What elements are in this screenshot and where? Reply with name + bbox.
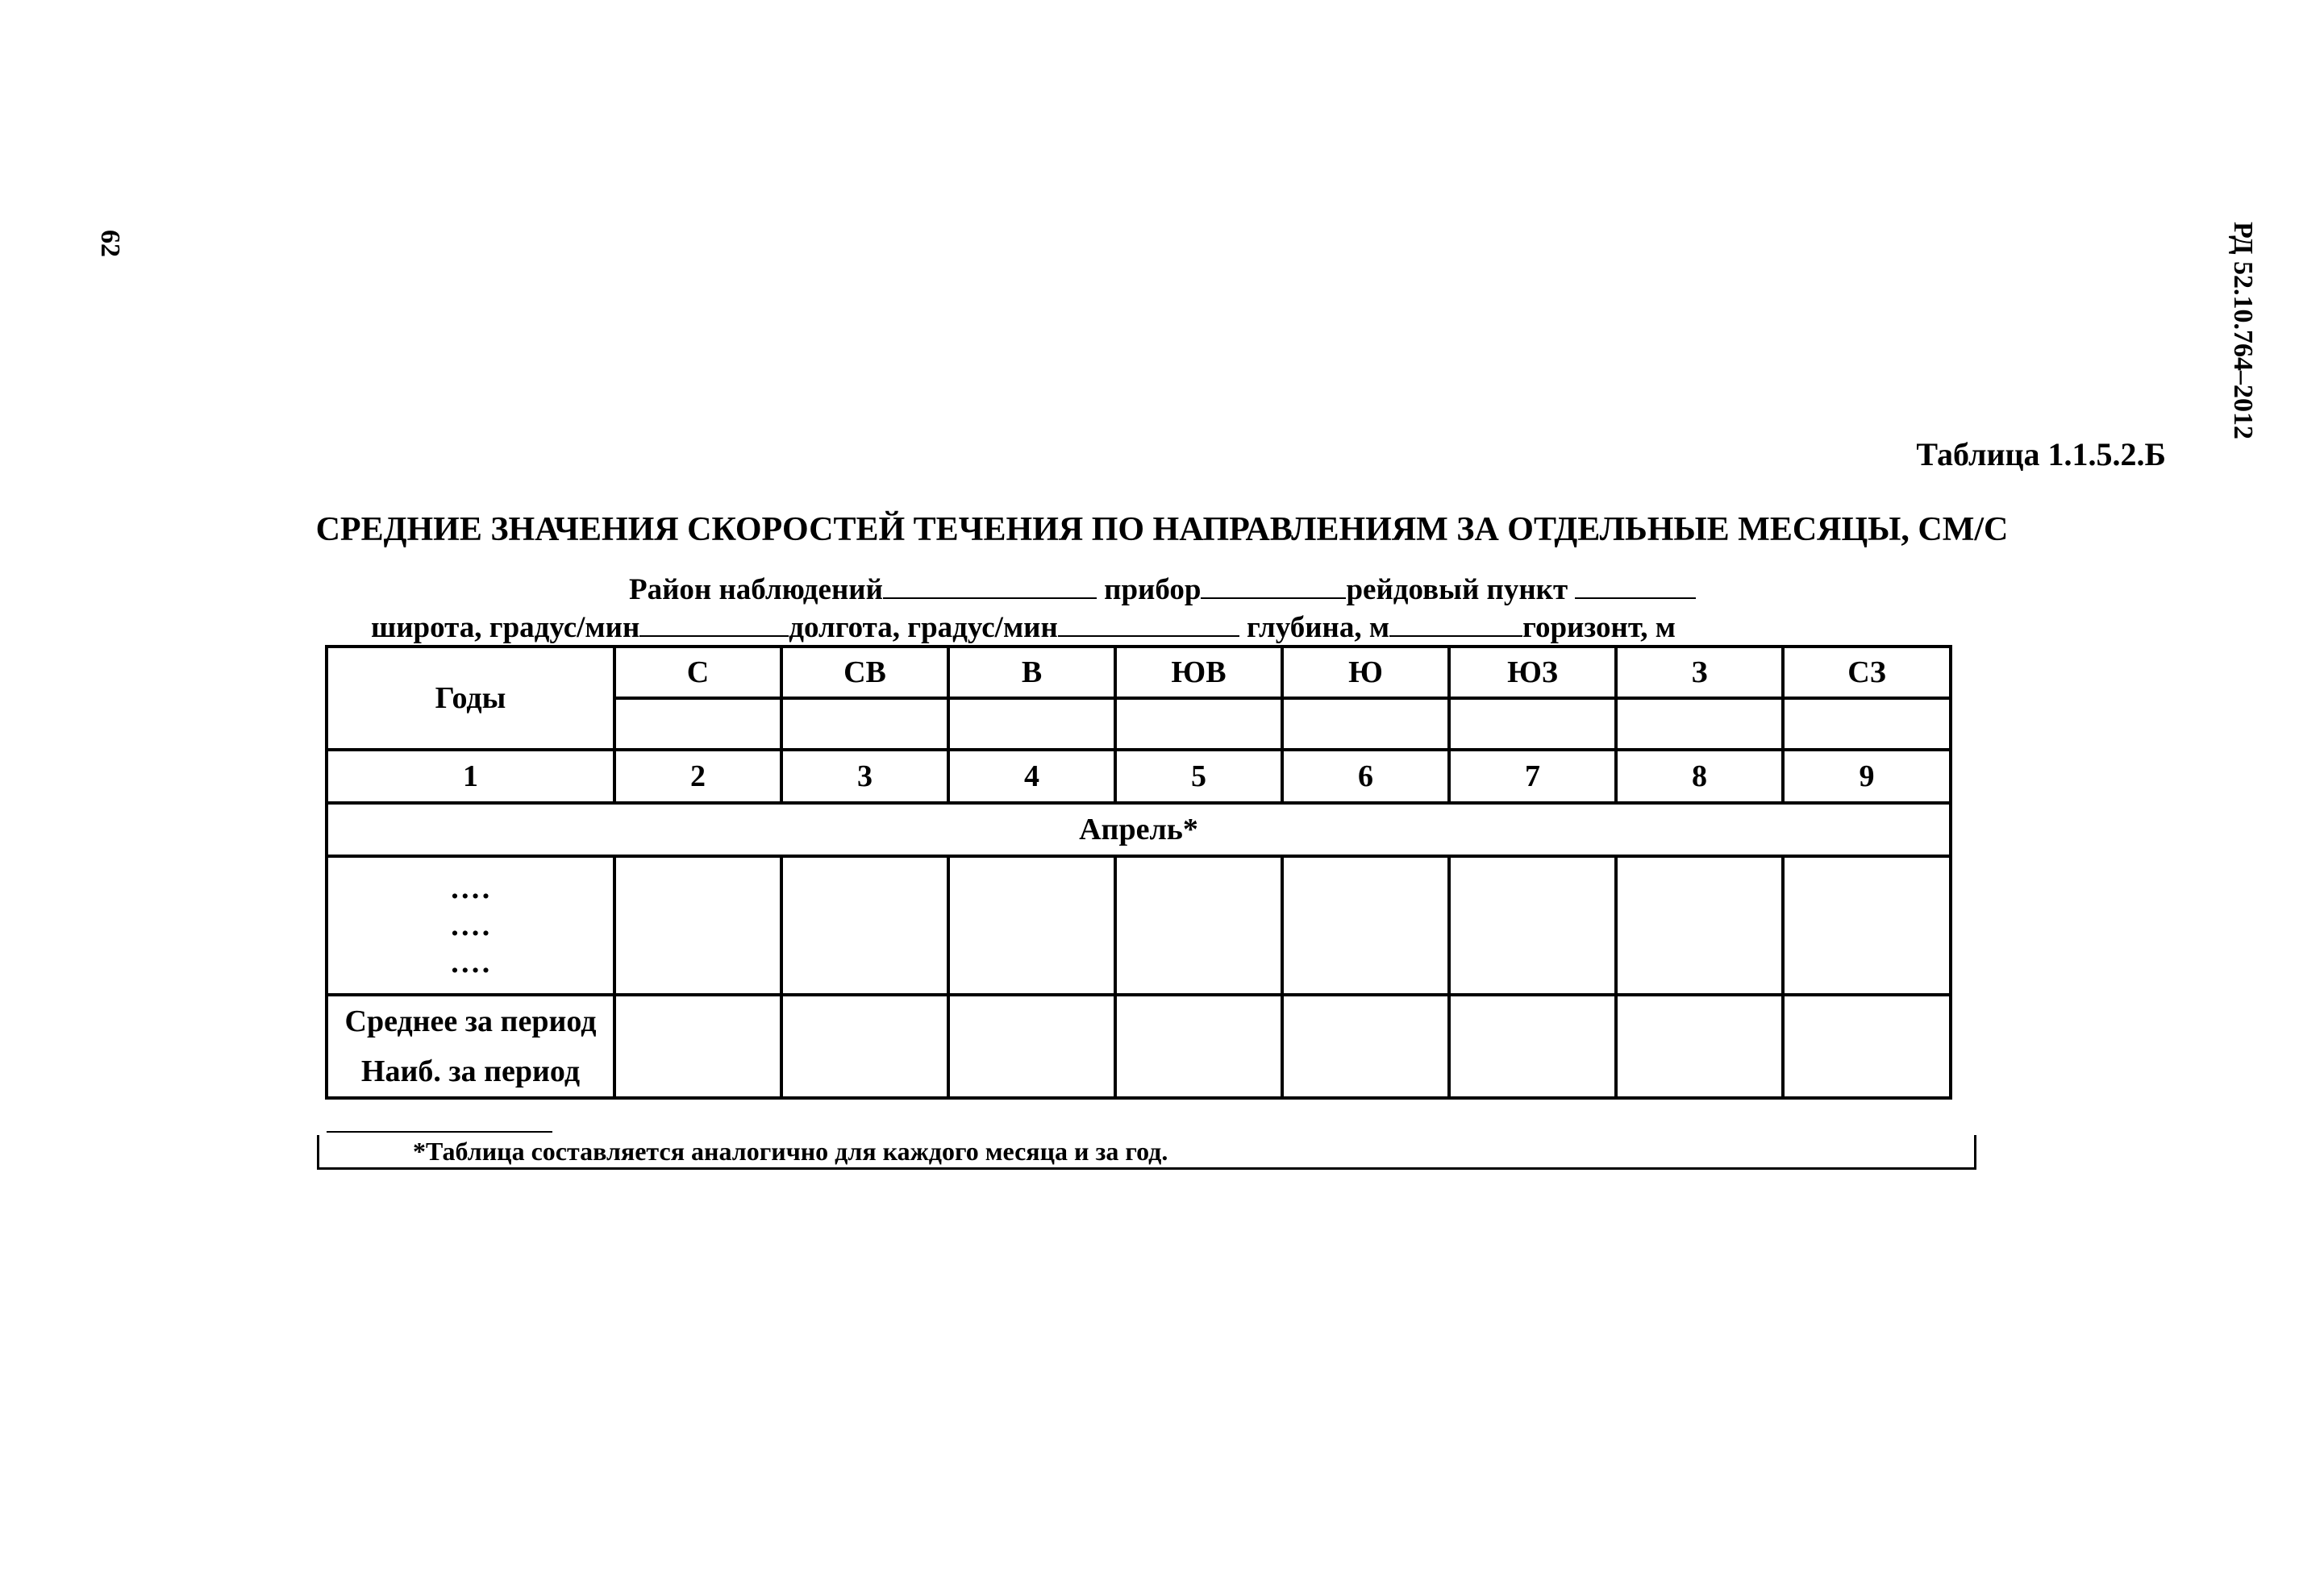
- region-label: Район наблюдений: [629, 573, 883, 606]
- region-field[interactable]: [883, 573, 1097, 599]
- direction-header-s: Ю: [1282, 647, 1449, 698]
- latitude-label: широта, градус/мин: [371, 611, 640, 644]
- document-code: РД 52.10.764–2012: [2228, 222, 2258, 440]
- horizon-label: горизонт, м: [1522, 611, 1676, 644]
- ellipsis-line: ….: [449, 946, 492, 979]
- direction-header-nw: СЗ: [1783, 647, 1951, 698]
- summary-cell[interactable]: [614, 995, 781, 1098]
- direction-header-e: В: [948, 647, 1115, 698]
- years-data-row: [327, 856, 1951, 995]
- form-fields-line-2: [371, 610, 1676, 645]
- footnote-divider: [327, 1131, 552, 1133]
- direction-header-n: С: [614, 647, 781, 698]
- data-table: [325, 645, 1952, 1100]
- summary-cell[interactable]: [1616, 995, 1783, 1098]
- subheader-cell[interactable]: [1783, 698, 1951, 750]
- column-number: 6: [1282, 750, 1449, 803]
- data-cell[interactable]: [948, 856, 1115, 995]
- direction-header-sw: ЮЗ: [1449, 647, 1616, 698]
- depth-label: глубина, м: [1247, 611, 1390, 644]
- table-number: Таблица 1.1.5.2.Б: [1916, 436, 2166, 472]
- data-cell[interactable]: [781, 856, 948, 995]
- data-cell[interactable]: [1449, 856, 1616, 995]
- column-number: 2: [614, 750, 781, 803]
- column-number: 8: [1616, 750, 1783, 803]
- summary-row: [327, 995, 1951, 1098]
- subheader-cell[interactable]: [614, 698, 781, 750]
- table-title: СРЕДНИЕ ЗНАЧЕНИЯ СКОРОСТЕЙ ТЕЧЕНИЯ ПО НАПРАВЛЕНИЯМ ЗА ОТДЕЛЬНЫЕ МЕСЯЦЫ, СМ/С: [315, 511, 2009, 548]
- years-header: Годы: [327, 647, 614, 750]
- ellipsis-line: ….: [449, 871, 492, 905]
- data-cell[interactable]: [1783, 856, 1951, 995]
- column-number: 1: [327, 750, 614, 803]
- month-row: [327, 803, 1951, 856]
- month-label: Апрель*: [327, 803, 1951, 856]
- mean-label: Среднее за период: [344, 1004, 597, 1038]
- subheader-cell[interactable]: [948, 698, 1115, 750]
- summary-cell[interactable]: [1449, 995, 1616, 1098]
- subheader-cell[interactable]: [1282, 698, 1449, 750]
- data-cell[interactable]: [614, 856, 781, 995]
- column-number-row: [327, 750, 1951, 803]
- column-number: 9: [1783, 750, 1951, 803]
- column-number: 3: [781, 750, 948, 803]
- direction-header-row: [327, 647, 1951, 698]
- footnote: *Таблица составляется аналогично для каждого месяца и за год.: [413, 1137, 1168, 1166]
- station-field[interactable]: [1575, 573, 1696, 599]
- column-number: 4: [948, 750, 1115, 803]
- latitude-field[interactable]: [639, 611, 789, 637]
- column-number: 5: [1115, 750, 1282, 803]
- depth-field[interactable]: [1389, 611, 1522, 637]
- subheader-cell[interactable]: [1449, 698, 1616, 750]
- longitude-label: долгота, градус/мин: [789, 611, 1058, 644]
- form-fields-line-1: [629, 572, 1696, 607]
- summary-cell[interactable]: [1282, 995, 1449, 1098]
- data-cell[interactable]: [1616, 856, 1783, 995]
- summary-cell[interactable]: [781, 995, 948, 1098]
- longitude-field[interactable]: [1058, 611, 1239, 637]
- instrument-label: прибор: [1104, 573, 1202, 606]
- max-label: Наиб. за период: [360, 1054, 581, 1088]
- summary-labels: [327, 995, 614, 1098]
- direction-header-w: З: [1616, 647, 1783, 698]
- station-label: рейдовый пункт: [1346, 573, 1568, 606]
- direction-header-ne: СВ: [781, 647, 948, 698]
- subheader-cell[interactable]: [781, 698, 948, 750]
- ellipsis-line: ….: [449, 909, 492, 942]
- years-placeholder: [327, 856, 614, 995]
- subheader-cell[interactable]: [1616, 698, 1783, 750]
- data-cell[interactable]: [1282, 856, 1449, 995]
- page-number: 62: [95, 230, 125, 257]
- summary-cell[interactable]: [1115, 995, 1282, 1098]
- subheader-cell[interactable]: [1115, 698, 1282, 750]
- summary-cell[interactable]: [1783, 995, 1951, 1098]
- data-cell[interactable]: [1115, 856, 1282, 995]
- summary-cell[interactable]: [948, 995, 1115, 1098]
- column-number: 7: [1449, 750, 1616, 803]
- instrument-field[interactable]: [1201, 573, 1346, 599]
- direction-header-se: ЮВ: [1115, 647, 1282, 698]
